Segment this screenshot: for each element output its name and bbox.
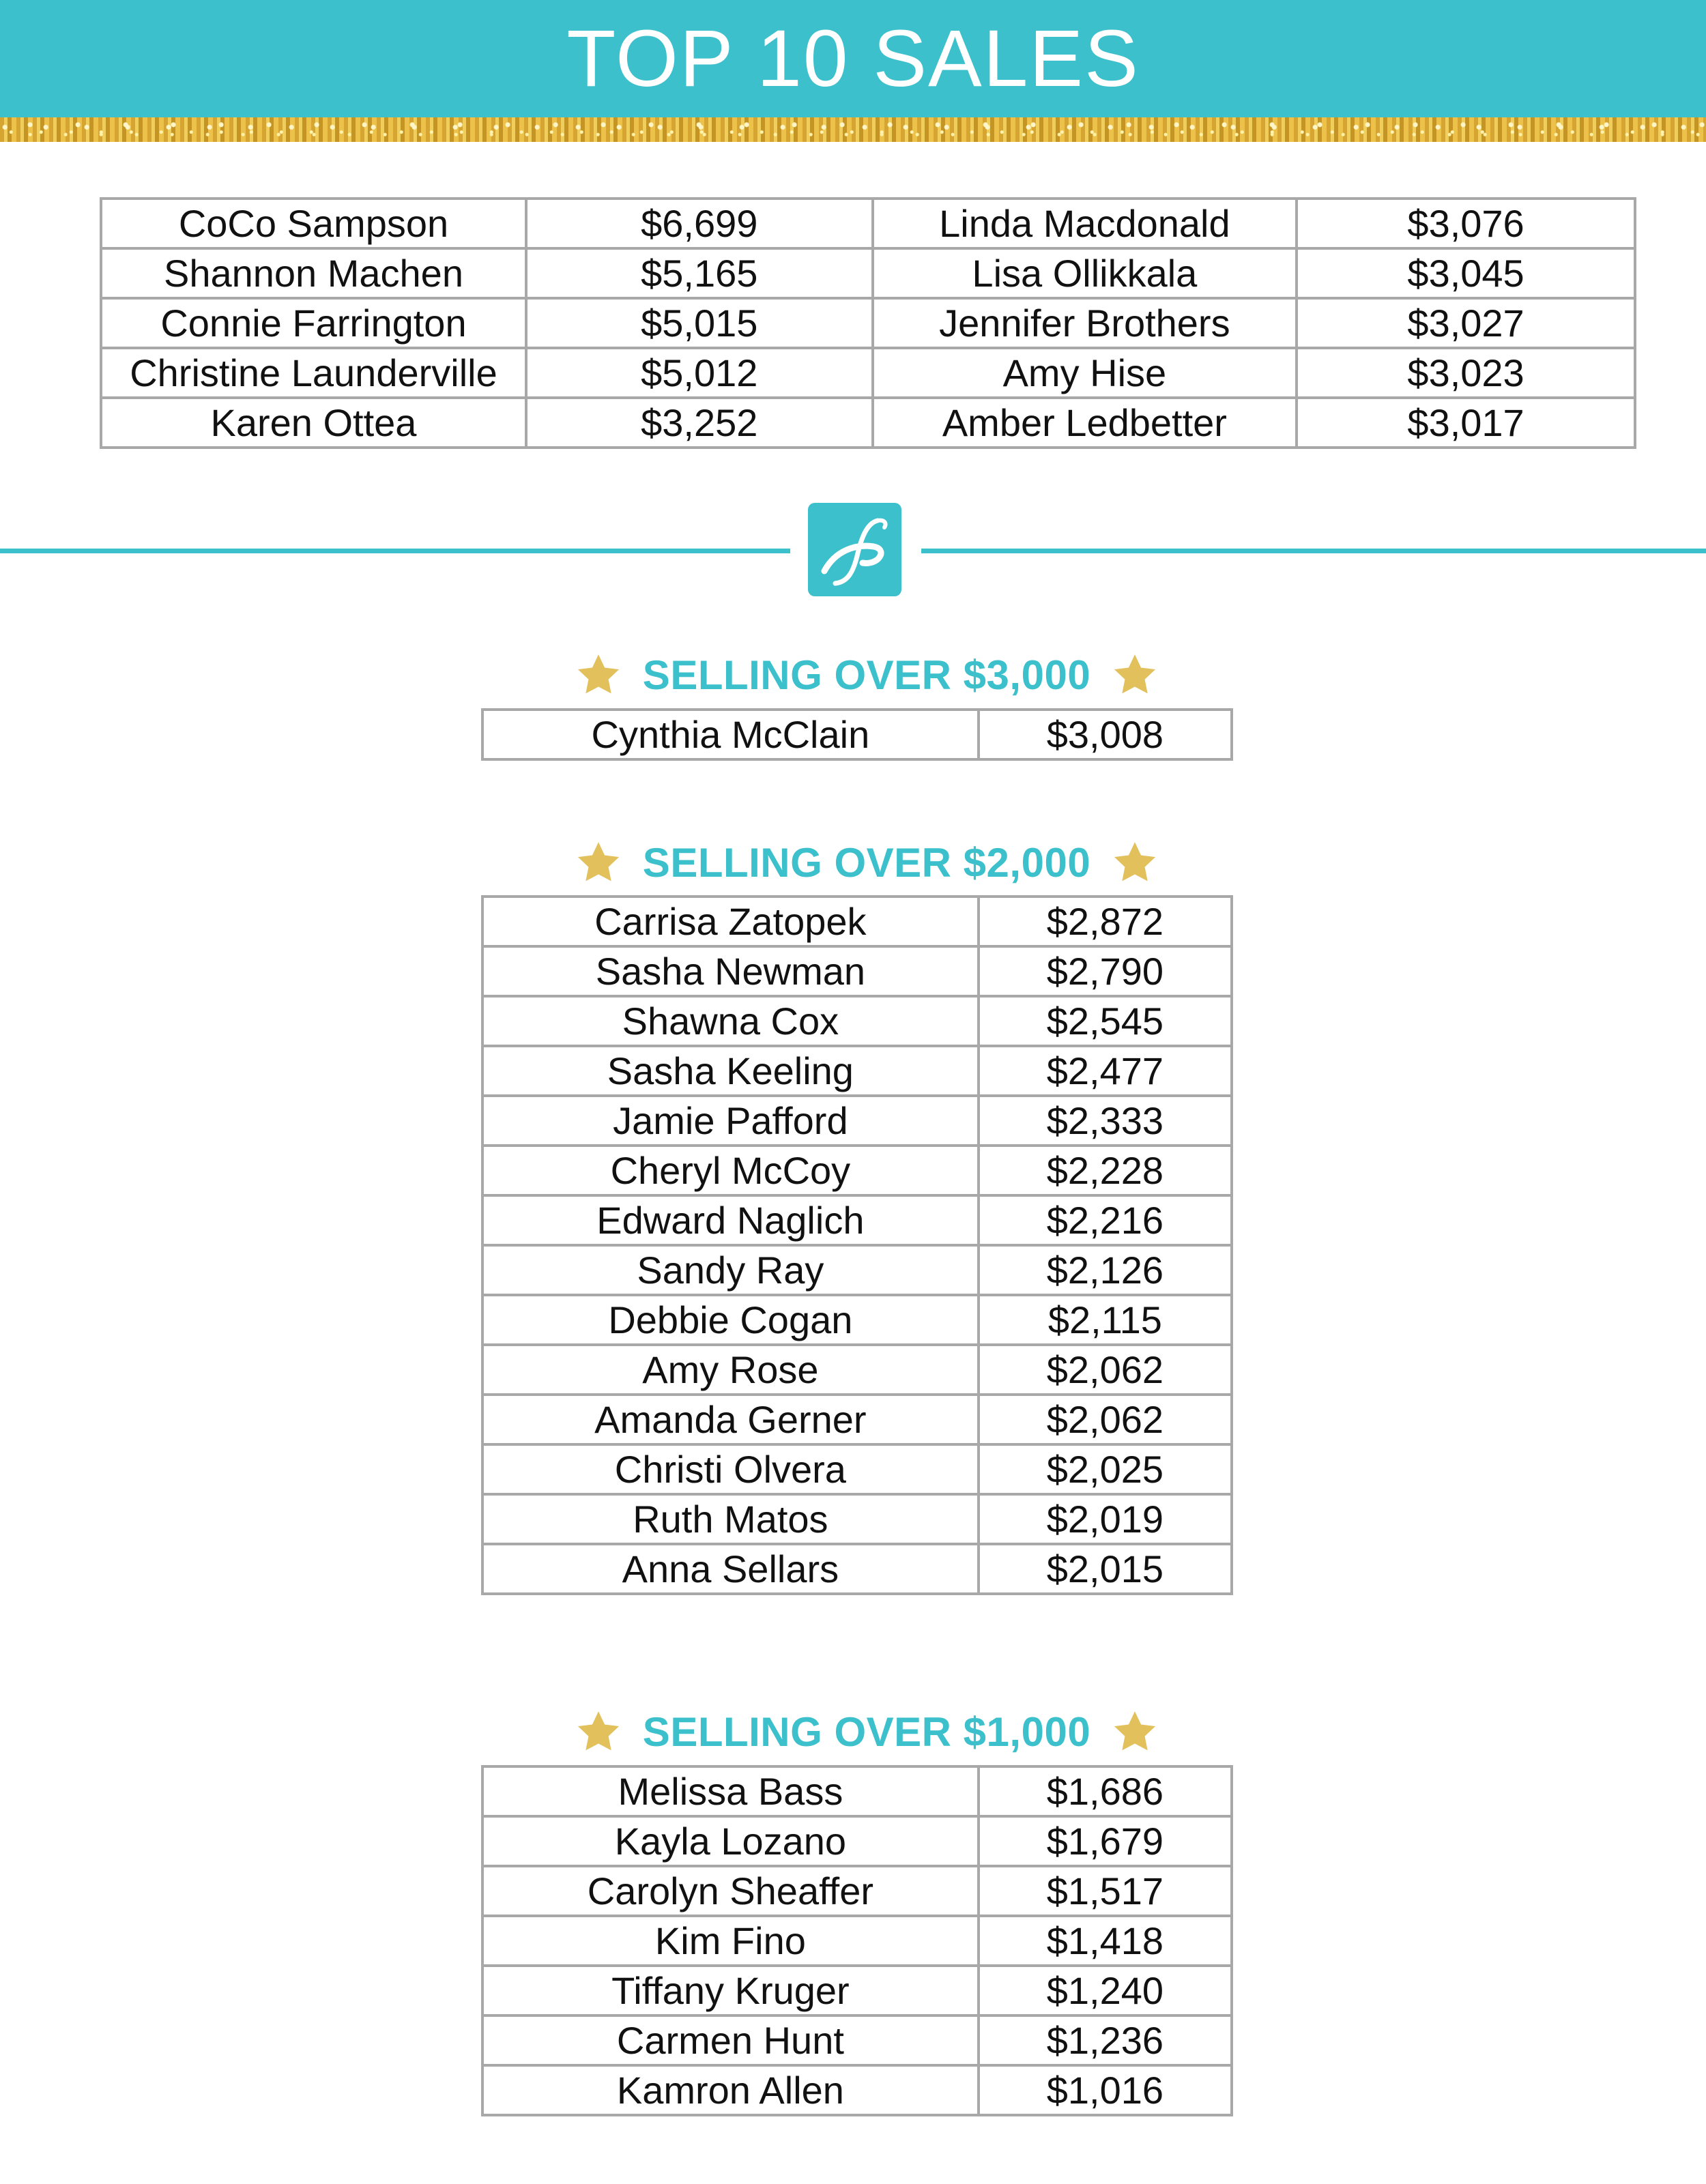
seller-name: Amy Rose [482, 1345, 979, 1395]
sales-amount: $3,027 [1297, 298, 1635, 348]
sales-amount: $1,686 [979, 1766, 1232, 1816]
divider-line-right [921, 549, 1706, 553]
seller-name: Lisa Ollikkala [873, 248, 1297, 298]
table-row [482, 1444, 1232, 1494]
seller-name: Karen Ottea [101, 398, 526, 448]
seller-name: Shannon Machen [101, 248, 526, 298]
seller-name: Ruth Matos [482, 1494, 979, 1544]
sales-amount: $2,872 [979, 897, 1232, 946]
sales-amount: $1,418 [979, 1916, 1232, 1966]
seller-name: Amber Ledbetter [873, 398, 1297, 448]
seller-name: Shawna Cox [482, 996, 979, 1046]
sales-amount: $3,023 [1297, 348, 1635, 398]
tier-heading-3000 [560, 644, 1174, 705]
star-icon [1111, 1708, 1159, 1756]
sales-amount: $2,126 [979, 1245, 1232, 1295]
table-row [482, 996, 1232, 1046]
sales-amount: $2,062 [979, 1395, 1232, 1444]
star-icon [575, 1708, 622, 1756]
seller-name: Debbie Cogan [482, 1295, 979, 1345]
seller-name: CoCo Sampson [101, 199, 526, 248]
table-row [482, 1766, 1232, 1816]
seller-name: Christine Launderville [101, 348, 526, 398]
table-row [101, 298, 1635, 348]
sales-amount: $1,517 [979, 1866, 1232, 1916]
table-row [482, 1046, 1232, 1096]
seller-name: Jennifer Brothers [873, 298, 1297, 348]
table-row [101, 199, 1635, 248]
seller-name: Sasha Newman [482, 946, 979, 996]
tier-heading-1000 [560, 1701, 1174, 1762]
sales-amount: $2,062 [979, 1345, 1232, 1395]
table-row [482, 1866, 1232, 1916]
sales-amount: $5,012 [526, 348, 873, 398]
table-row [101, 348, 1635, 398]
seller-name: Anna Sellars [482, 1544, 979, 1594]
table-row [482, 1295, 1232, 1345]
star-icon [1111, 839, 1159, 886]
sales-amount: $2,019 [979, 1494, 1232, 1544]
sales-amount: $2,477 [979, 1046, 1232, 1096]
seller-name: Cheryl McCoy [482, 1146, 979, 1195]
seller-name: Carolyn Sheaffer [482, 1866, 979, 1916]
sales-amount: $2,333 [979, 1096, 1232, 1146]
table-row [101, 248, 1635, 298]
tier-heading-label: SELLING OVER $3,000 [642, 652, 1091, 698]
sales-amount: $3,252 [526, 398, 873, 448]
table-row [482, 1966, 1232, 2015]
sales-amount: $2,790 [979, 946, 1232, 996]
sales-amount: $6,699 [526, 199, 873, 248]
table-row [482, 1544, 1232, 1594]
sales-amount: $3,008 [979, 710, 1232, 759]
seller-name: Amanda Gerner [482, 1395, 979, 1444]
seller-name: Tiffany Kruger [482, 1966, 979, 2015]
seller-name: Edward Naglich [482, 1195, 979, 1245]
seller-name: Kayla Lozano [482, 1816, 979, 1866]
seller-name: Melissa Bass [482, 1766, 979, 1816]
sales-amount: $2,216 [979, 1195, 1232, 1245]
table-row [482, 1916, 1232, 1966]
table-row [482, 1395, 1232, 1444]
top-ten-table [100, 197, 1636, 449]
table-row [482, 946, 1232, 996]
seller-name: Connie Farrington [101, 298, 526, 348]
tier-table-2000 [481, 895, 1233, 1595]
table-row [101, 398, 1635, 448]
seller-name: Amy Hise [873, 348, 1297, 398]
sales-amount: $3,045 [1297, 248, 1635, 298]
divider-line-left [0, 549, 790, 553]
seller-name: Jamie Pafford [482, 1096, 979, 1146]
seller-name: Carmen Hunt [482, 2015, 979, 2065]
sales-amount: $5,165 [526, 248, 873, 298]
tier-heading-label: SELLING OVER $2,000 [642, 839, 1091, 886]
sales-amount: $2,015 [979, 1544, 1232, 1594]
sales-amount: $2,228 [979, 1146, 1232, 1195]
sales-amount: $2,025 [979, 1444, 1232, 1494]
tier-heading-2000 [560, 832, 1174, 893]
star-icon [575, 839, 622, 886]
sales-amount: $3,076 [1297, 199, 1635, 248]
seller-name: Sandy Ray [482, 1245, 979, 1295]
table-row [482, 1345, 1232, 1395]
tier-table-3000 [481, 708, 1233, 761]
sales-amount: $2,545 [979, 996, 1232, 1046]
table-row [482, 1494, 1232, 1544]
gold-glitter-border [0, 117, 1706, 142]
seller-name: Sasha Keeling [482, 1046, 979, 1096]
star-icon [575, 651, 622, 699]
seller-name: Kim Fino [482, 1916, 979, 1966]
star-icon [1111, 651, 1159, 699]
page-title: TOP 10 SALES [566, 14, 1140, 104]
table-row [482, 710, 1232, 759]
sales-amount: $3,017 [1297, 398, 1635, 448]
table-row [482, 2015, 1232, 2065]
seller-name: Christi Olvera [482, 1444, 979, 1494]
sales-amount: $2,115 [979, 1295, 1232, 1345]
seller-name: Carrisa Zatopek [482, 897, 979, 946]
sales-amount: $5,015 [526, 298, 873, 348]
table-row [482, 897, 1232, 946]
table-row [482, 1096, 1232, 1146]
brand-logo-icon [808, 503, 901, 596]
sales-amount: $1,016 [979, 2065, 1232, 2115]
seller-name: Cynthia McClain [482, 710, 979, 759]
table-row [482, 1816, 1232, 1866]
sales-amount: $1,240 [979, 1966, 1232, 2015]
sales-amount: $1,679 [979, 1816, 1232, 1866]
tier-table-1000 [481, 1765, 1233, 2116]
sales-amount: $1,236 [979, 2015, 1232, 2065]
header-banner [0, 0, 1706, 123]
table-row [482, 2065, 1232, 2115]
seller-name: Linda Macdonald [873, 199, 1297, 248]
tier-heading-label: SELLING OVER $1,000 [642, 1708, 1091, 1755]
table-row [482, 1245, 1232, 1295]
table-row [482, 1146, 1232, 1195]
table-row [482, 1195, 1232, 1245]
seller-name: Kamron Allen [482, 2065, 979, 2115]
